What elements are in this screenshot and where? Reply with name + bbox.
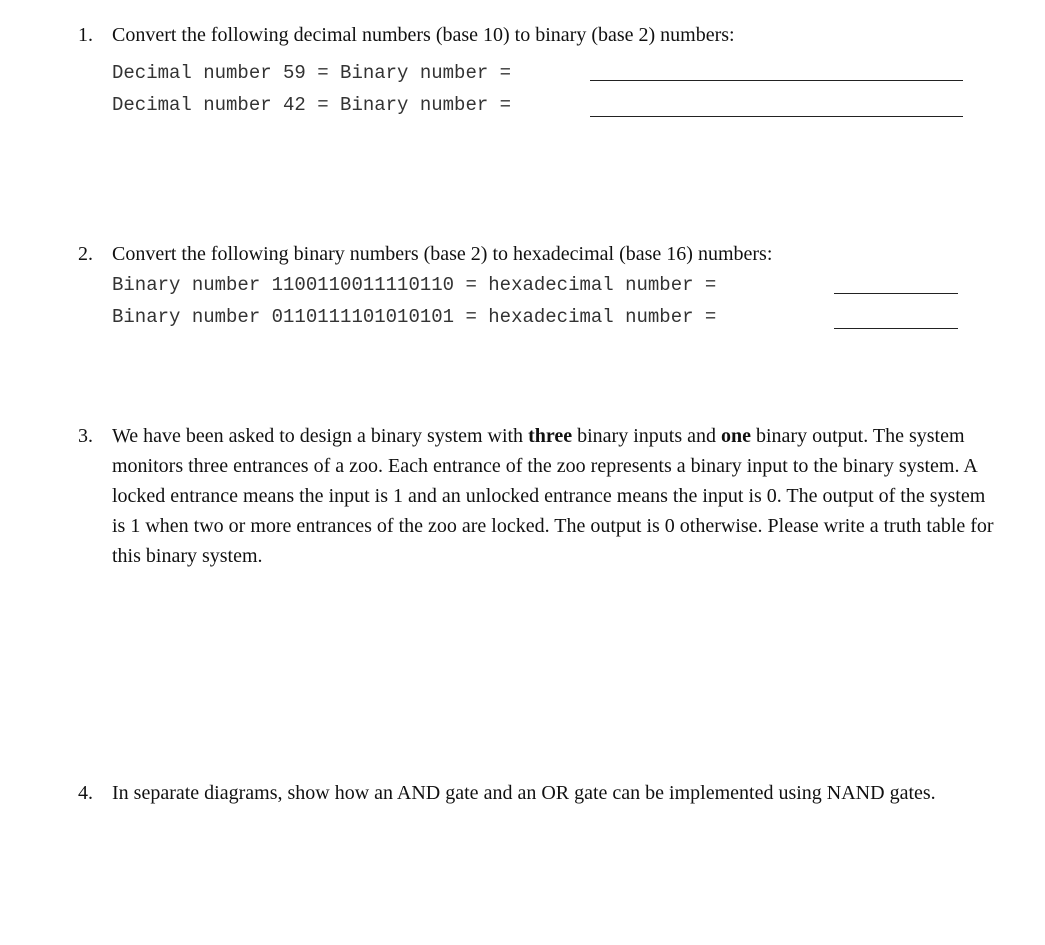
question-4-prompt: In separate diagrams, show how an AND gate and an OR gate can be implemented using NAND gates. — [112, 782, 936, 804]
question-3-number: 3. — [78, 425, 93, 447]
question-2-prompt: Convert the following binary numbers (base 2) to hexadecimal (base 16) numbers: — [112, 243, 773, 265]
question-4-number: 4. — [78, 782, 93, 804]
question-1-line-1: Decimal number 59 = Binary number = — [112, 62, 512, 84]
question-1-answer-blank-1[interactable] — [590, 80, 963, 81]
question-1-prompt: Convert the following decimal numbers (base 10) to binary (base 2) numbers: — [112, 24, 735, 46]
question-3-prompt — [112, 421, 1002, 571]
question-3-bold-one: one — [721, 425, 751, 447]
question-3-text-c: binary output. The system monitors three entrances of a zoo. Each entrance of the zoo represents a binary input to the binary system. A locked entrance means the input is 1 and an unlocked entrance means the input is 0. The output of the system is 1 when two or more entrances of the zoo are locked. The output is 0 otherwise. Please write a truth table for this binary system. — [112, 425, 994, 567]
question-3-text-a: We have been asked to design a binary system with — [112, 425, 529, 447]
question-3-text-b: binary inputs and — [572, 425, 721, 447]
question-2-number: 2. — [78, 243, 93, 265]
question-1-line-2: Decimal number 42 = Binary number = — [112, 94, 512, 116]
question-1-answer-blank-2[interactable] — [590, 116, 963, 117]
question-2-answer-blank-1[interactable] — [834, 293, 958, 294]
question-2-line-1: Binary number 1100110011110110 = hexadecimal number = — [112, 274, 717, 296]
question-3-bold-three: three — [528, 425, 573, 447]
question-2-line-2: Binary number 0110111101010101 = hexadecimal number = — [112, 306, 717, 328]
question-2-answer-blank-2[interactable] — [834, 328, 958, 329]
question-1-number: 1. — [78, 24, 93, 46]
